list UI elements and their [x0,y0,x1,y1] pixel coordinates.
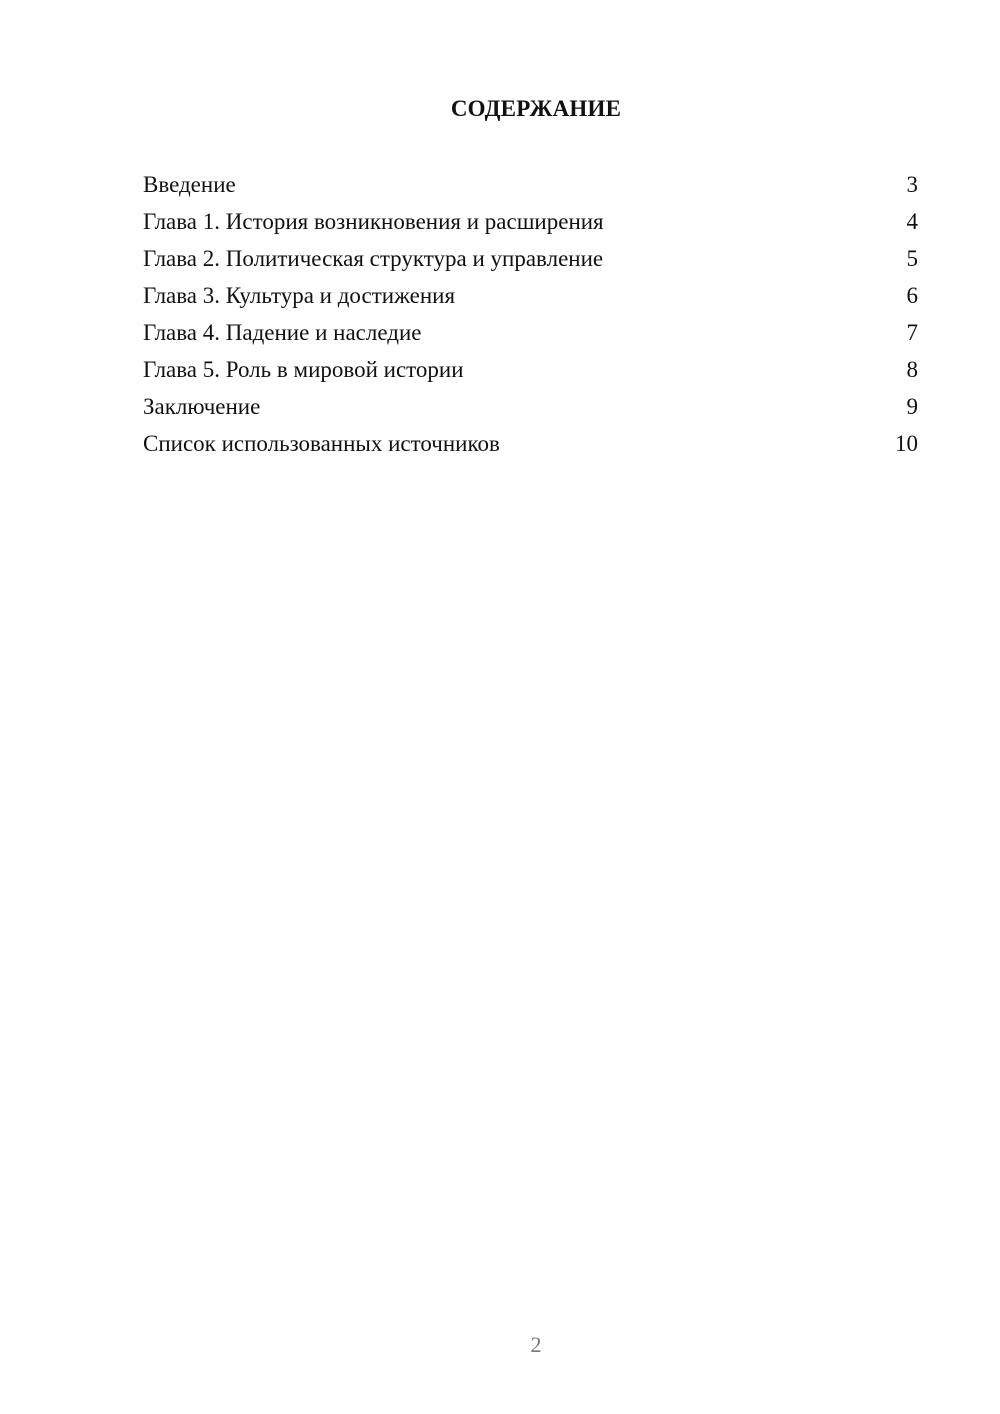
toc-entry-conclusion[interactable] [143,390,918,427]
toc-entry-chapter-2[interactable] [143,242,918,279]
toc-entry-label: Глава 3. Культура и достижения [143,283,456,308]
toc-entry-chapter-3[interactable] [143,279,918,316]
toc-entry-label: Глава 4. Падение и наследие [143,320,422,345]
toc-entry-references[interactable] [143,427,918,464]
table-of-contents [143,168,918,464]
toc-entry-chapter-5[interactable] [143,353,918,390]
toc-title: СОДЕРЖАНИЕ [450,96,622,121]
toc-entry-page: 7 [906,320,918,345]
toc-entry-label: Введение [143,172,236,197]
toc-entry-label: Глава 2. Политическая структура и управление [143,246,604,271]
toc-entry-label: Глава 5. Роль в мировой истории [143,357,464,382]
toc-entry-page: 9 [906,394,918,419]
toc-entry-page: 5 [906,246,918,271]
toc-entry-chapter-4[interactable] [143,316,918,353]
toc-entry-label: Глава 1. История возникновения и расширения [143,209,604,234]
toc-entry-page: 8 [906,357,918,382]
toc-entry-page: 6 [906,283,918,308]
toc-entry-introduction[interactable] [143,168,918,205]
page-number: 2 [530,1332,542,1357]
toc-entry-label: Заключение [143,394,261,419]
toc-entry-page: 4 [906,209,918,234]
toc-entry-page: 3 [906,172,918,197]
toc-entry-page: 10 [895,431,918,456]
toc-entry-label: Список использованных источников [143,431,500,456]
toc-entry-chapter-1[interactable] [143,205,918,242]
